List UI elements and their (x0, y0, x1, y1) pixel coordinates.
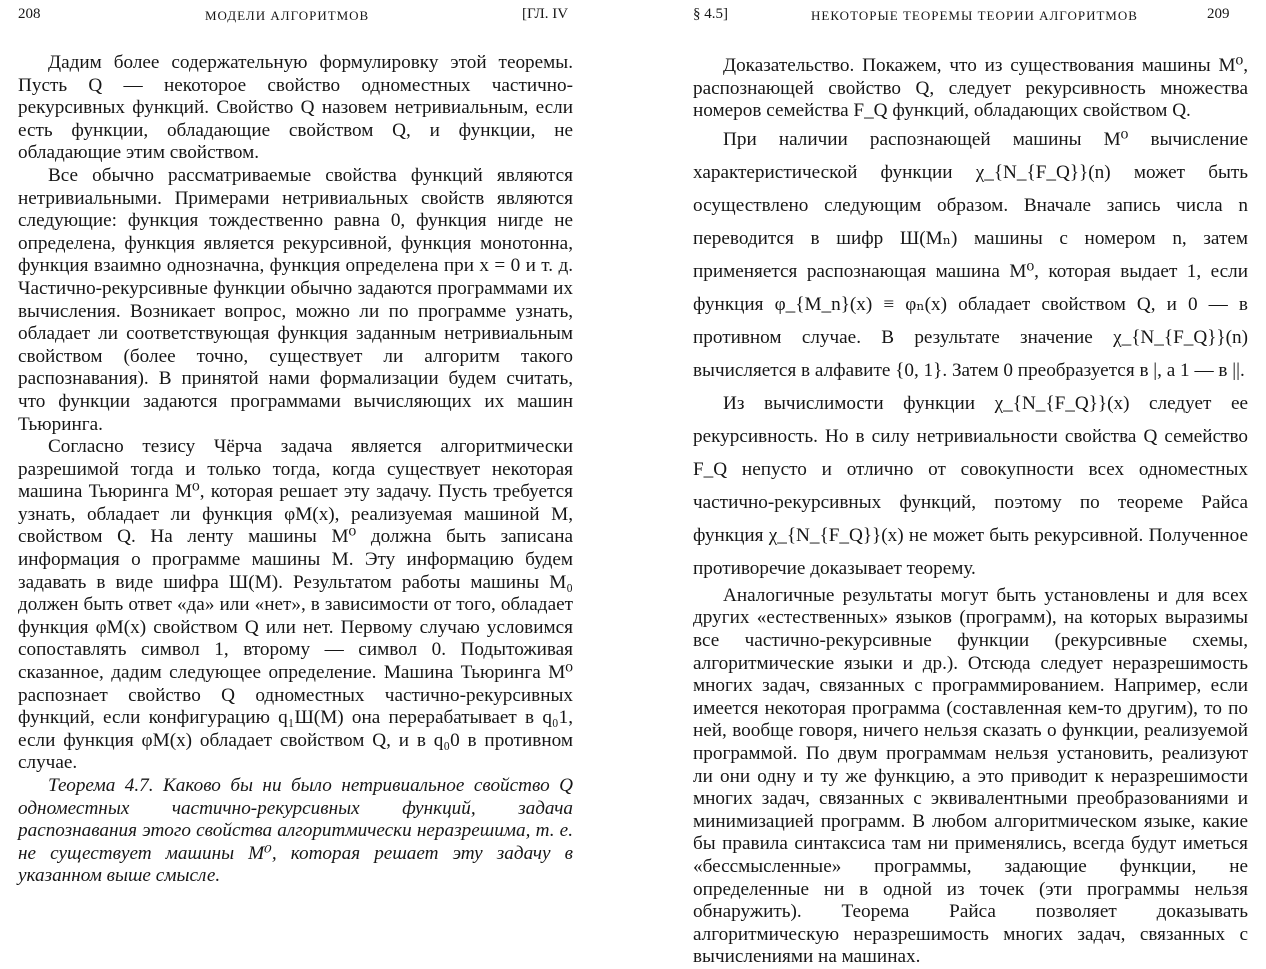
right-text-column (693, 55, 1248, 969)
paragraph: При наличии распознающей машины M⁰ вычисление характеристической функции χ_{N_{F_Q}}(n) может быть осуществлено следующим образом. Вначале запись числа n переводится в шифр Ш(Mₙ) машины с номером n, затем применяется распознающая машина M⁰, которая выдает 1, если функция φ_{M_n}(x) ≡ φₙ(x) обладает свойством Q, и 0 — в противном случае. В результате значение χ_{N_{F_Q}}(n) вычисляется в алфавите {0, 1}. Затем 0 преобразуется в |, а 1 — в ||. (693, 128, 1248, 381)
paragraph: Согласно тезису Чёрча задача является алгоритмически разрешимой тогда и только тогда, когда существует некоторая машина Тьюринга M⁰, которая решает эту задачу. Пусть требуется узнать, обладает ли функция φM(x), реализуемая машиной M, свойством Q. На ленту машины M⁰ должна быть записана информация о программе машины M. Эту информацию будем задавать в виде шифра Ш(M). Результатом работы машины M₀ должен быть ответ «да» или «нет», в зависимости от того, обладает функция φM(x) свойством Q или нет. Первому случаю условимся сопоставлять символ 1, второму — символ 0. Подытоживая сказанное, дадим следующее определение. Машина Тьюринга M⁰ распознает свойство Q одноместных частично-рекурсивных функций, если конфигурацию q₁Ш(M) она перерабатывает в q₀1, если функция φM(x) обладает свойством Q, и в q₀0 в противном случае. (18, 436, 573, 774)
right-page-number: 209 (1207, 6, 1230, 22)
left-page-number: 208 (18, 6, 41, 22)
paragraph: Все обычно рассматриваемые свойства функций являются нетривиальными. Примерами нетривиальных свойств являются следующие: функция тождественно равна 0, функция нигде не определена, функция является рекурсивной, функция монотонна, функция взаимно однозначна, функция определена при x = 0 и т. д. Частично-рекурсивные функции обычно задаются программами их вычисления. Возникает вопрос, можно ли по программе узнать, обладает ли соответствующая функция заданным нетривиальным свойством (более точно, существует ли алгоритм такого распознавания). В принятой нами формализации будем считать, что функции задаются программами вычисляющих их машин Тьюринга. (18, 164, 573, 435)
right-page (633, 0, 1266, 968)
left-chapter-label: [ГЛ. IV (522, 6, 569, 22)
right-section-label: § 4.5] (693, 6, 728, 22)
paragraph: Доказательство. Покажем, что из существования машины M⁰, распознающей свойство Q, следует рекурсивность множества номеров семейства F_Q функций, обладающих свойством Q. (693, 55, 1248, 122)
paragraph: Аналогичные результаты могут быть установлены и для всех других «естественных» языков (программ), на которых выразимы все частично-рекурсивные функции (рекурсивные схемы, алгоритмические языки и др.). Отсюда следует неразрешимость многих задач, связанных с программированием. Например, если имеется некоторая программа (составленная кем-то другим), то по ней, вообще говоря, ничего нельзя сказать о функции, реализуемой программой. По двум программам нельзя установить, реализуют ли они одну и ту же функцию, а это приводит к неразрешимости многих задач, связанных с эквивалентными преобразованиями и минимизацией программ. В любом алгоритмическом языке, какие бы правила синтаксиса там ни применялись, всегда будут иметься «бессмысленные» программы, задающие функции, не определенные ни в одной из точек (эти программы нельзя обнаружить). Теорема Райса позволяет доказывать алгоритмическую неразрешимость многих задач, связанных с вычислениями на машинах. (693, 584, 1248, 968)
right-running-title: НЕКОТОРЫЕ ТЕОРЕМЫ ТЕОРИИ АЛГОРИТМОВ (811, 8, 1138, 23)
left-text-column (18, 52, 573, 888)
paragraph: Дадим более содержательную формулировку этой теоремы. Пусть Q — некоторое свойство одноместных частично-рекурсивных функций. Свойство Q назовем нетривиальным, если есть функции, обладающие свойством Q, и функции, не обладающие этим свойством. (18, 52, 573, 164)
left-running-title: МОДЕЛИ АЛГОРИТМОВ (205, 8, 370, 23)
left-page (0, 0, 633, 968)
theorem-paragraph: Теорема 4.7. Каково бы ни было нетривиальное свойство Q одноместных частично-рекурсивных функций, задача распознавания этого свойства алгоритмически неразрешима, т. е. не существует машины M⁰, которая решает эту задачу в указанном выше смысле. (18, 775, 573, 887)
paragraph: Из вычислимости функции χ_{N_{F_Q}}(x) следует ее рекурсивность. Но в силу нетривиальности свойства Q семейство F_Q непусто и отлично от совокупности всех одноместных частично-рекурсивных функций, поэтому по теореме Райса функция χ_{N_{F_Q}}(x) не может быть рекурсивной. Полученное противоречие доказывает теорему. (693, 392, 1248, 579)
